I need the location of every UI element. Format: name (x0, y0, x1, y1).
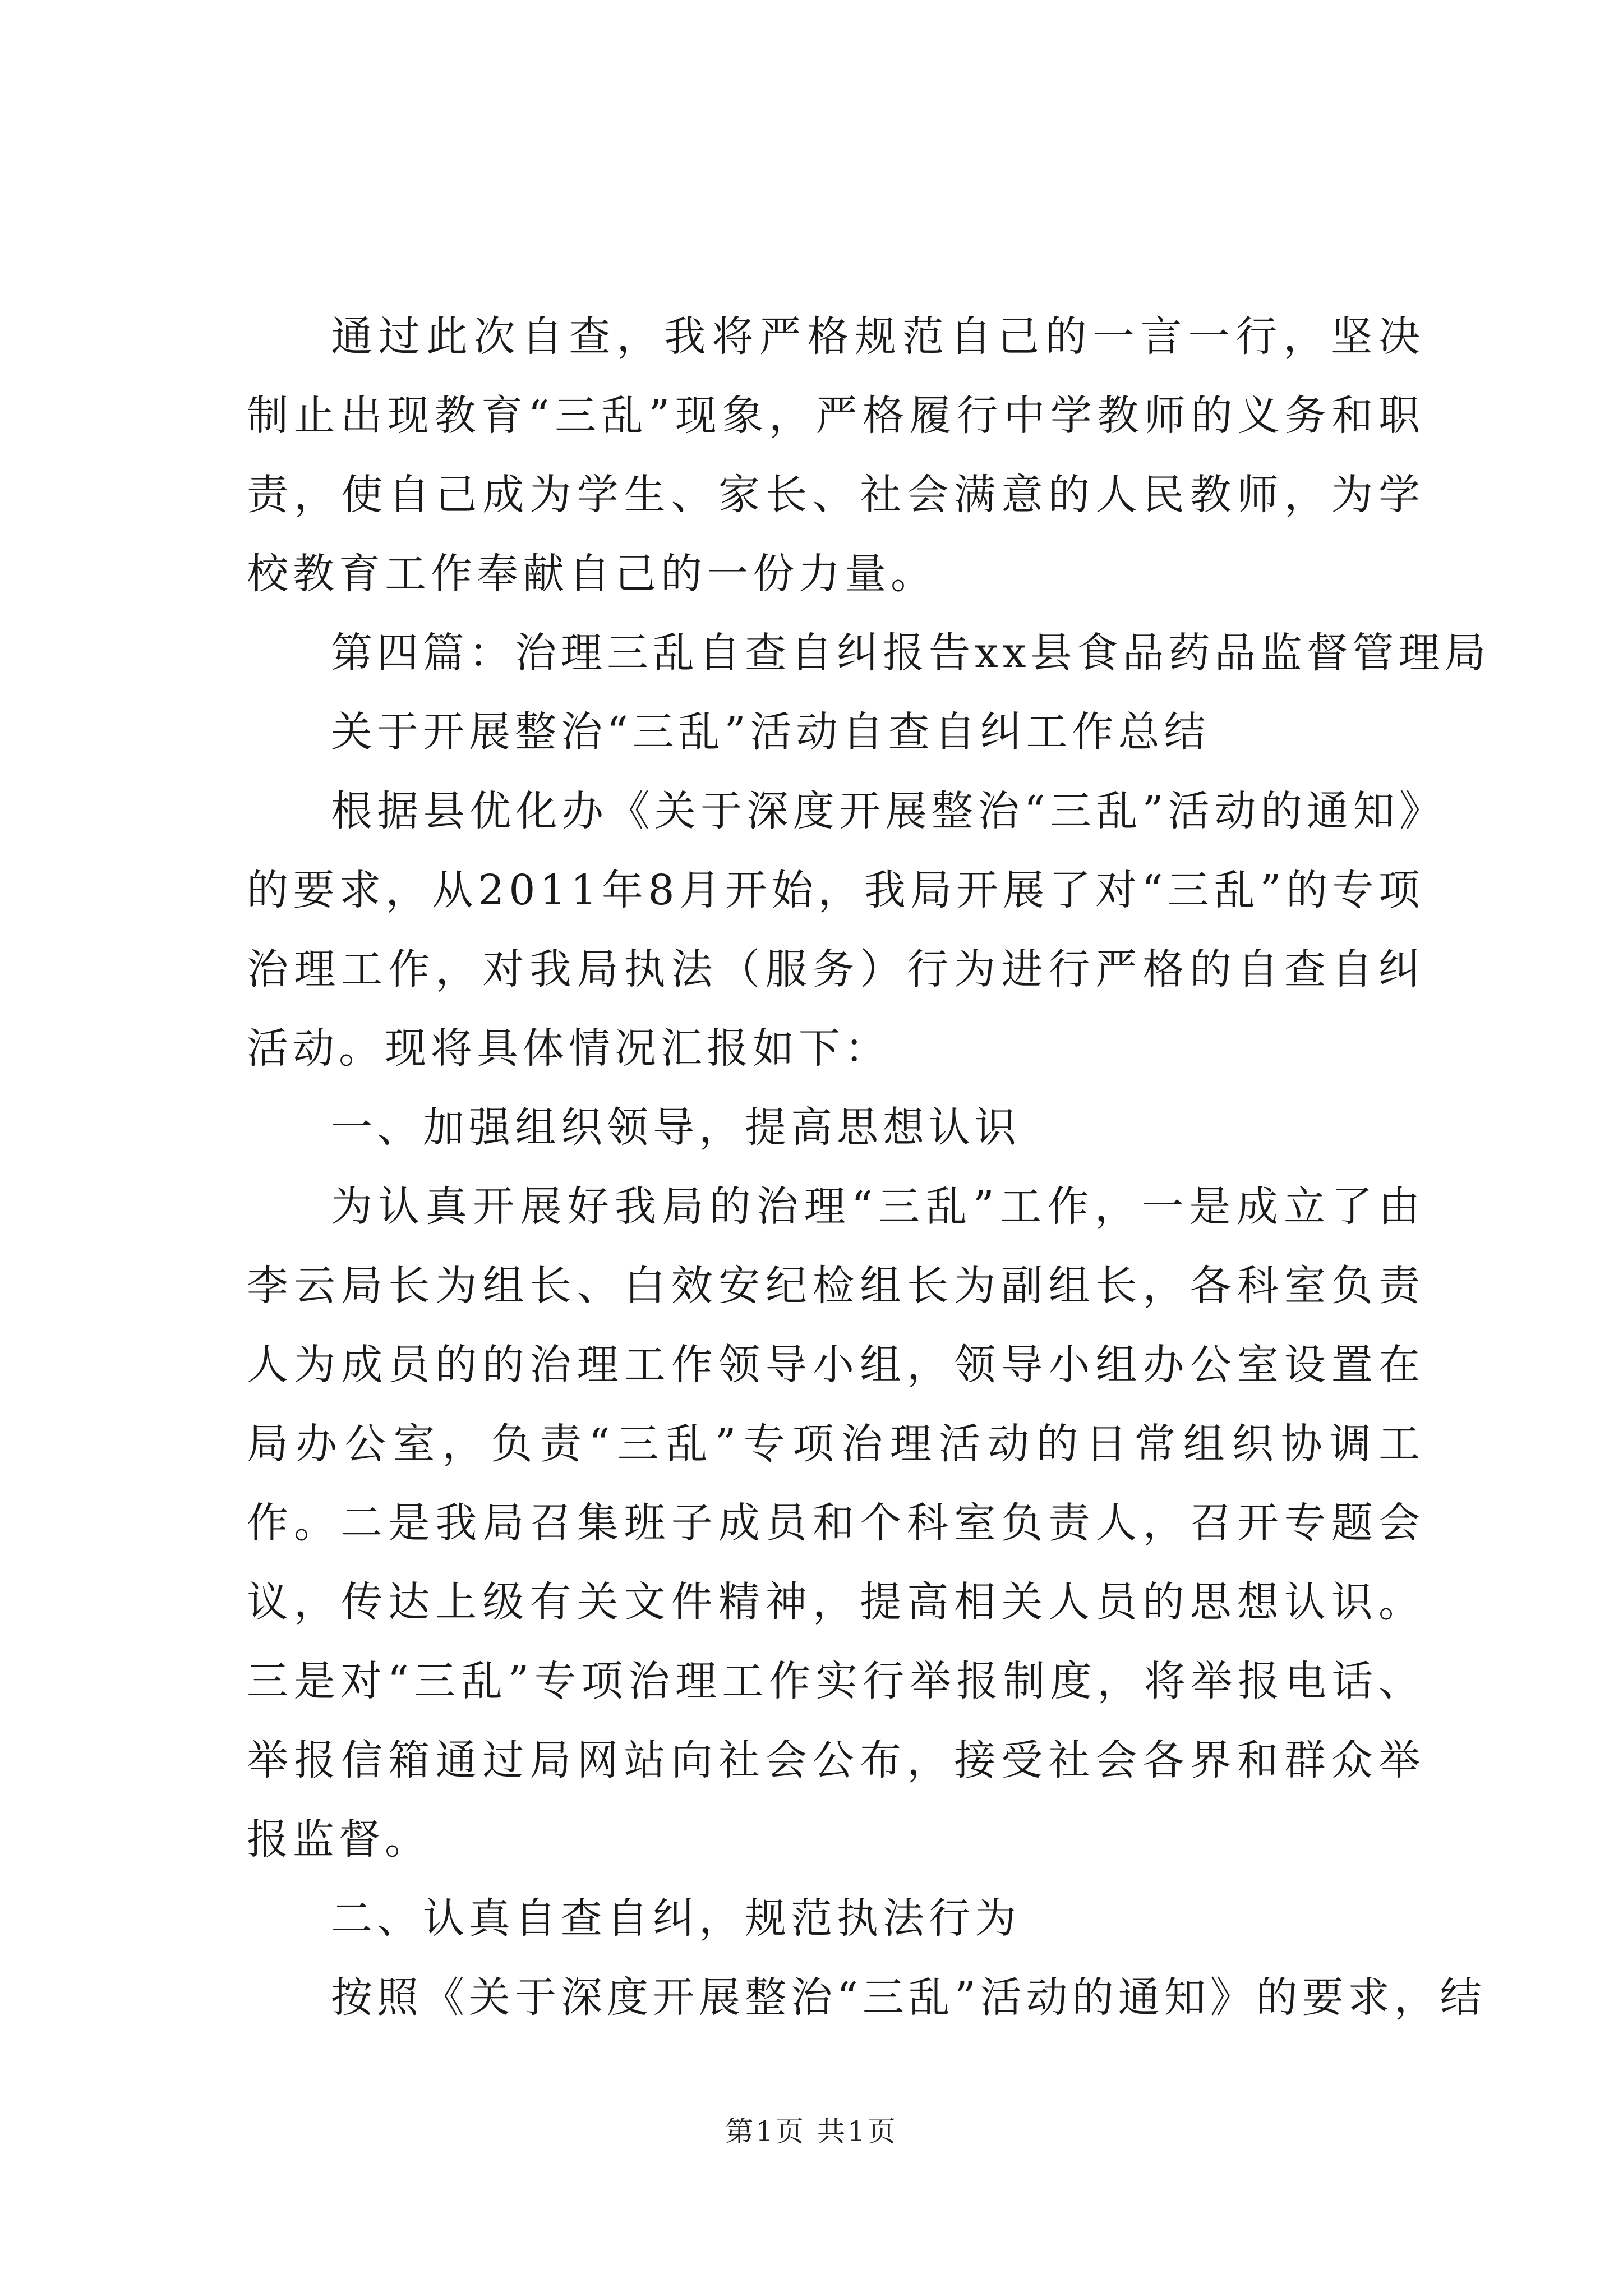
paragraph-introduction: 根据县优化办《关于深度开展整治“三乱”活动的通知》的要求，从2011年8月开始，我局开展了对“三乱”的专项治理工作，对我局执法（服务）行为进行严格的自查自纠活动。现将具体情况汇报如下： (247, 787, 1424, 1073)
page-number-footer: 第1页 共1页 (725, 2115, 898, 2148)
section-heading-two: 二、认真自查自纠，规范执法行为 (331, 1894, 1021, 1943)
document-body (247, 297, 1491, 2037)
paragraph-conclusion: 通过此次自查，我将严格规范自己的一言一行，坚决制止出现教育“三乱”现象，严格履行中学教师的义务和职责，使自己成为学生、家长、社会满意的人民教师，为学校教育工作奉献自己的一份力量。 (247, 312, 1424, 598)
paragraph-organization: 为认真开展好我局的治理“三乱”工作，一是成立了由李云局长为组长、白效安纪检组长为副组长，各科室负责人为成员的的治理工作领导小组，领导小组办公室设置在局办公室，负责“三乱”专项治理活动的日常组织协调工作。二是我局召集班子成员和个科室负责人，召开专题会议，传达上级有关文件精神，提高相关人员的思想认识。三是对“三乱”专项治理工作实行举报制度，将举报电话、举报信箱通过局网站向社会公布，接受社会各界和群众举报监督。 (247, 1182, 1424, 1864)
section-heading-one: 一、加强组织领导，提高思想认识 (331, 1103, 1021, 1152)
section-heading-part-four: 第四篇：治理三乱自查自纠报告xx县食品药品监督管理局 (331, 629, 1491, 677)
document-title: 关于开展整治“三乱”活动自查自纠工作总结 (331, 708, 1210, 756)
paragraph-self-inspection: 按照《关于深度开展整治“三乱”活动的通知》的要求，结 (331, 1973, 1486, 2022)
